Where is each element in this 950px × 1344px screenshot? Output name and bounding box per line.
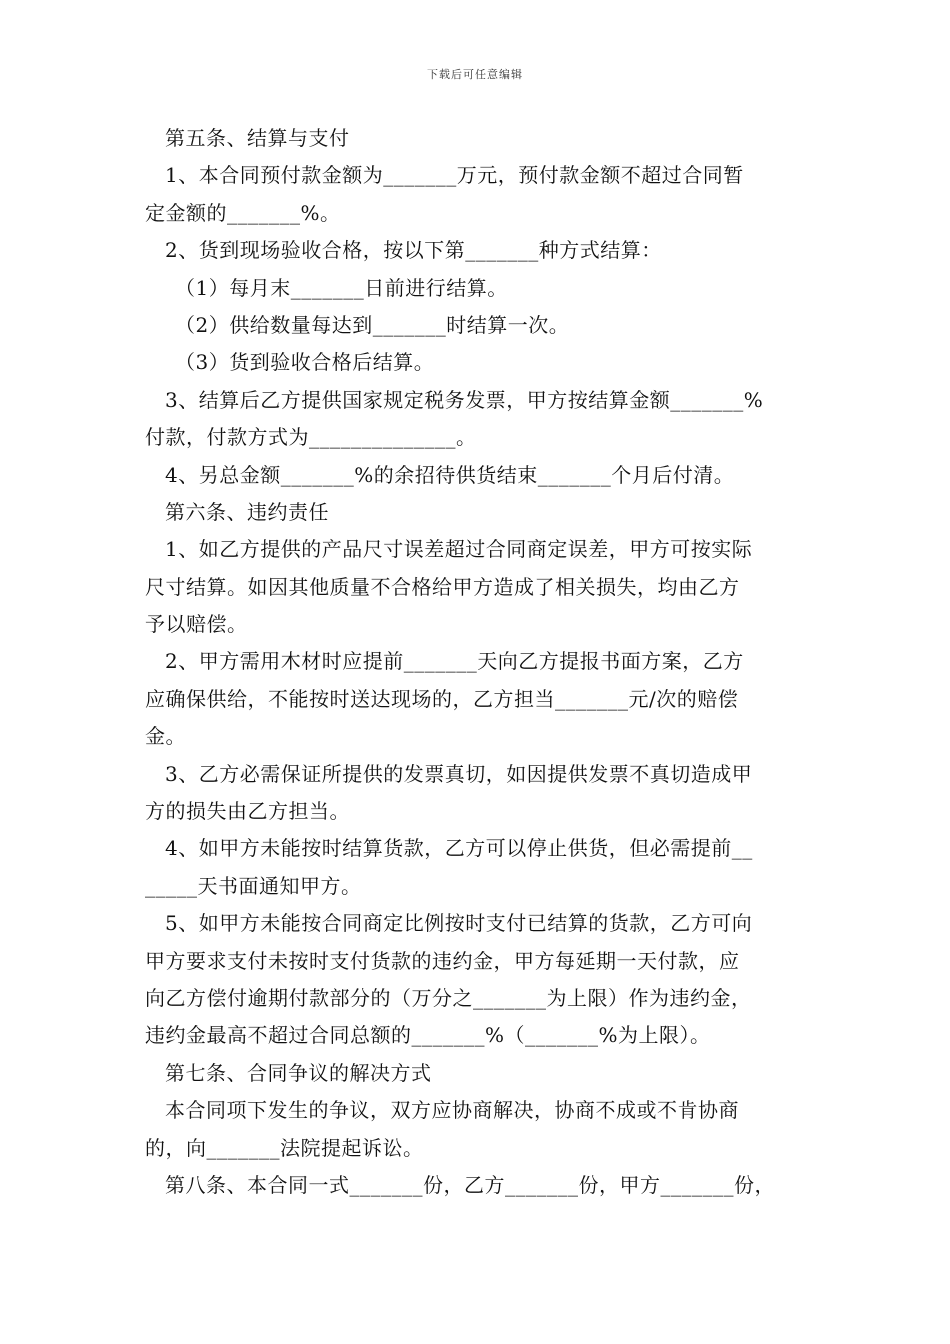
document-line: 甲方要求支付未按时支付货款的违约金，甲方每延期一天付款，应 [145,948,740,973]
document-line: （3）货到验收合格后结算。 [175,350,435,375]
document-line: 第五条、结算与支付 [165,126,350,150]
page-header: 下载后可任意编辑 [427,68,523,81]
document-line: 定金额的_______%。 [145,200,341,225]
document-line: 本合同项下发生的争议，双方应协商解决，协商不成或不肯协商 [165,1098,739,1123]
document-line: 尺寸结算。如因其他质量不合格给甲方造成了相关损失，均由乙方 [145,574,740,599]
document-line: 2、货到现场验收合格，按以下第_______种方式结算： [165,238,662,263]
document-line: 方的损失由乙方担当。 [145,799,350,824]
document-line: 向乙方偿付逾期付款部分的（万分之_______为上限）作为违约金， [145,985,752,1010]
document-line: 违约金最高不超过合同总额的_______%（_______%为上限）。 [145,1023,711,1048]
document-line: 5、如甲方未能按合同商定比例按时支付已结算的货款，乙方可向 [165,911,753,936]
document-line: 的，向_______法院提起诉讼。 [145,1135,424,1160]
document-body [145,120,810,1204]
document-line: 4、另总金额_______%的余招待供货结束_______个月后付清。 [165,462,735,487]
document-line: 应确保供给，不能按时送达现场的，乙方担当_______元/次的赔偿 [145,686,739,711]
document-line: 付款，付款方式为______________。 [145,425,477,450]
document-line: 3、乙方必需保证所提供的发票真切，如因提供发票不真切造成甲 [165,761,753,786]
document-line: 2、甲方需用木材时应提前_______天向乙方提报书面方案，乙方 [165,649,744,674]
document-line: 3、结算后乙方提供国家规定税务发票，甲方按结算金额_______% [165,387,764,412]
document-line: 第六条、违约责任 [165,499,329,524]
document-line: 4、如甲方未能按时结算货款，乙方可以停止供货，但必需提前__ [165,836,753,861]
document-line: （1）每月末_______日前进行结算。 [175,275,508,300]
document-line: 第八条、本合同一式_______份，乙方_______份，甲方_______份， [165,1172,775,1197]
document-line: 金。 [145,724,186,749]
document-line: 1、如乙方提供的产品尺寸误差超过合同商定误差，甲方可按实际 [165,537,753,562]
document-line: （2）供给数量每达到_______时结算一次。 [175,312,570,337]
document-line: _____天书面通知甲方。 [145,873,362,898]
document-line: 第七条、合同争议的解决方式 [165,1060,432,1085]
document-line: 予以赔偿。 [145,612,248,637]
document-line: 1、本合同预付款金额为_______万元，预付款金额不超过合同暂 [165,163,744,188]
